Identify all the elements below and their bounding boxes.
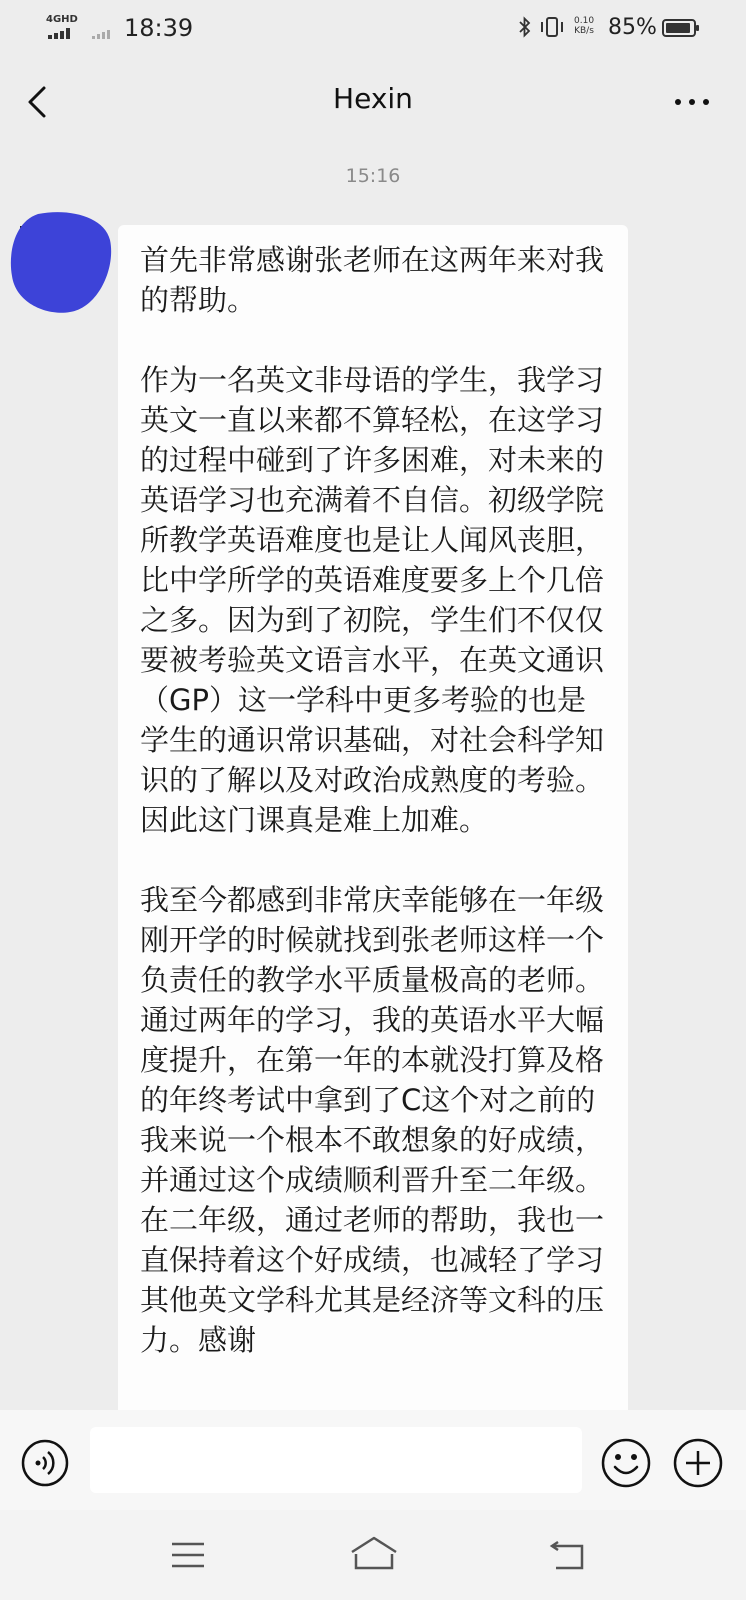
- emoji-icon[interactable]: [600, 1437, 652, 1489]
- message-text: 首先非常感谢张老师在这两年来对我的帮助。 作为一名英文非母语的学生，我学习英文一直以来都不算轻松，在这学习的过程中碰到了许多困难，对未来的英语学习也充满着不自信。初级学院所教学英语难度也是让人闻风丧胆，比中学所学的英语难度要多上个几倍之多。因为到了初院，学生们不仅仅要被考验英文语言水平，在英文通识（GP）这一学科中更多考验的也是学生的通识常识基础，对社会科学知识的了解以及对政治成熟度的考验。因此这门课真是难上加难。 我至今都感到非常庆幸能够在一年级刚开学的时候就找到张老师这样一个负责任的教学水平质量极高的老师。通过两年的学习，我的英语水平大幅度提升，在第一年的本就没打算及格的年终考试中拿到了C这个对之前的我来说一个根本不敢想象的好成绩，并通过这个成绩顺利晋升至二年级。在二年级，通过老师的帮助，我也一直保持着这个好成绩，也减轻了学习其他英文学科尤其是经济等文科的压力。感谢: [140, 243, 605, 1357]
- chat-title: Hexin: [333, 82, 413, 115]
- voice-icon[interactable]: [20, 1438, 70, 1488]
- more-dots-icon[interactable]: [672, 80, 712, 124]
- signal-icon: [48, 27, 76, 39]
- message-input[interactable]: [90, 1427, 582, 1493]
- vibrate-icon: [538, 16, 566, 38]
- net-speed: [574, 16, 594, 36]
- message-bubble[interactable]: [118, 225, 628, 1425]
- status-bar: [0, 0, 746, 60]
- signal-secondary-icon: [92, 27, 118, 39]
- battery-icon: [662, 18, 700, 38]
- bluetooth-icon: [518, 16, 532, 38]
- net-speed-value: 0.10: [574, 16, 595, 26]
- battery-percent: 85%: [608, 15, 657, 40]
- input-bar: [0, 1410, 746, 1510]
- net-speed-unit: KB/s: [574, 26, 594, 36]
- back-nav-icon[interactable]: [548, 1538, 588, 1572]
- network-type: 4GHD: [46, 14, 78, 25]
- chat-header: [0, 60, 746, 144]
- clock: 18:39: [124, 14, 194, 42]
- plus-icon[interactable]: [672, 1437, 724, 1489]
- message-timestamp: 15:16: [345, 165, 401, 187]
- home-icon[interactable]: [348, 1534, 400, 1574]
- avatar[interactable]: [8, 210, 116, 315]
- menu-icon[interactable]: [168, 1538, 208, 1572]
- system-nav-bar: [0, 1510, 746, 1600]
